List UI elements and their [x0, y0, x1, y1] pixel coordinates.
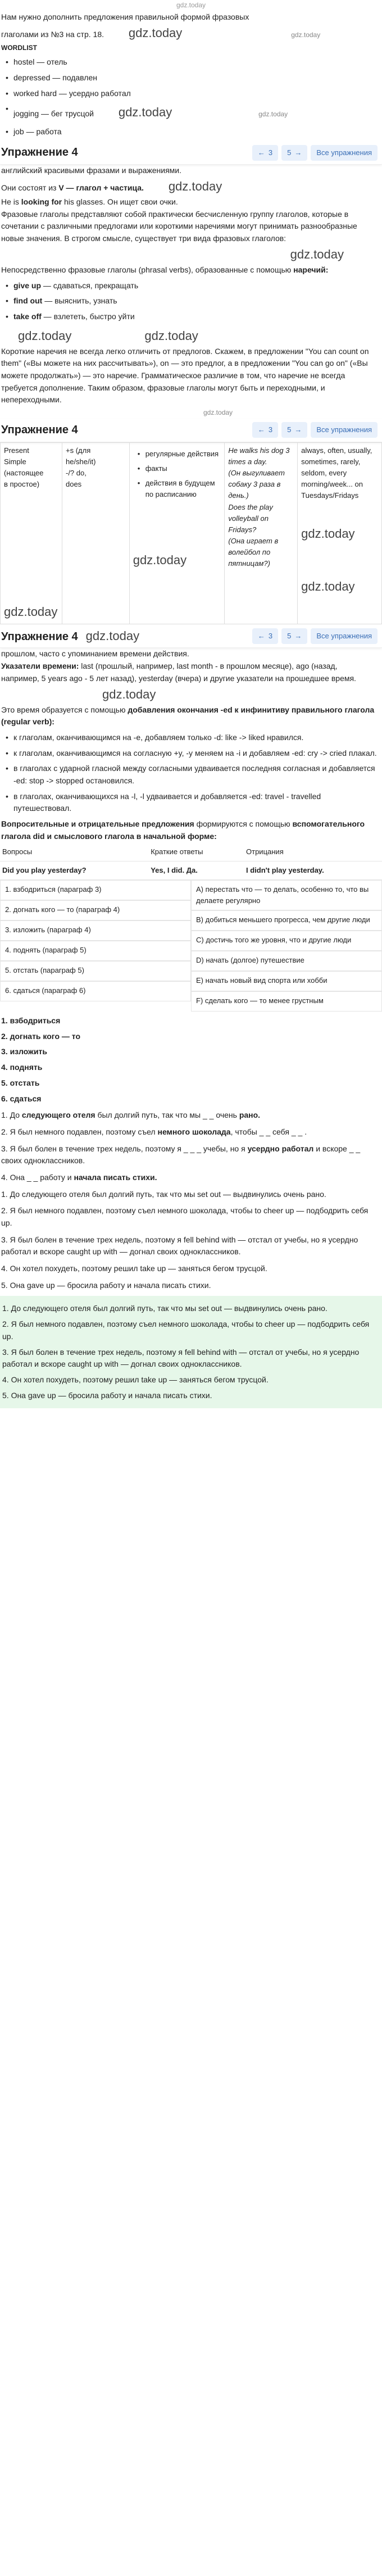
- table-cell: Yes, I did. Да.: [148, 861, 244, 879]
- arrow-left-icon: ←: [257, 148, 265, 157]
- wm-row: [1, 245, 378, 264]
- time-markers-label: Указатели времени:: [1, 661, 79, 671]
- theory-block-1: [0, 165, 382, 419]
- tense-name-line: (настоящее: [4, 469, 44, 478]
- word-item: • depressed — подавлен: [1, 72, 378, 84]
- exercise-title-text: Упражнение 4: [1, 630, 78, 643]
- table-header: Вопросы: [0, 843, 148, 861]
- theory-p3: [1, 196, 378, 208]
- exercise-header: [0, 141, 382, 165]
- formation-cell: [62, 442, 129, 624]
- usage-item: • факты: [133, 463, 221, 474]
- next-exercise-number: 5: [287, 148, 292, 157]
- wm-row: [1, 685, 378, 704]
- theory-lead: английский красивыми фразами и выражениями.: [1, 166, 182, 175]
- rule-item: • в глаголах с ударной гласной между согласными удваивается последняя согласная и добавляется -ed: stop -> stopped остановился.: [1, 763, 378, 787]
- full-answer: 2. Я был немного подавлен, поэтому съел немного шоколада, чтобы to cheer up — подбодрить себя up.: [1, 1206, 369, 1227]
- table-header: Отрицания: [244, 843, 382, 861]
- exercise-title: Упражнение 4: [1, 423, 78, 436]
- prev-exercise-number: 3: [268, 425, 273, 434]
- full-answer: 4. Он хотел похудеть, поэтому решил take up — заняться бегом трусцой.: [1, 1264, 267, 1273]
- prev-exercise-button[interactable]: [252, 628, 278, 644]
- all-exercises-button[interactable]: Все упражнения: [311, 145, 378, 161]
- table-cell: Did you play yesterday?: [0, 861, 148, 879]
- matching-right-item: E) начать новый вид спорта или хобби: [191, 971, 382, 991]
- all-exercises-button[interactable]: Все упражнения: [311, 628, 378, 644]
- watermark: gdz.today: [18, 328, 72, 343]
- wm-row: [1, 406, 378, 419]
- formation-a: Это время образуется с помощью: [1, 705, 126, 714]
- exercise-title: Упражнение 4: [1, 146, 78, 159]
- example-line: Does the play volleyball on Fridays?: [228, 502, 273, 534]
- word-item-text: jogging — бег трусцой: [13, 109, 94, 119]
- watermark-small: gdz.today: [203, 409, 233, 417]
- table-row: [0, 861, 382, 879]
- green-answer: 2. Я был немного подавлен, поэтому съел немного шоколада, чтобы to cheer up — подбодрить себя up.: [2, 1319, 370, 1341]
- matching-left-item: 2. догнать кого — то (параграф 4): [0, 900, 191, 920]
- formation-p: [1, 704, 378, 728]
- arrow-right-icon: →: [294, 148, 302, 157]
- phrasal-verb-item: [1, 280, 378, 292]
- watermark: gdz.today: [4, 605, 58, 619]
- rule-item: • в глаголах, оканчивающихся на -l, -l удваивается и добавляется -ed: travel - travelled путешествовал.: [1, 791, 378, 815]
- phrasal-verb: take off: [13, 311, 42, 321]
- answer-item: 1. взбодриться: [1, 1016, 61, 1026]
- s4b: начала писать стихи.: [74, 1172, 157, 1182]
- rule-item: • к глаголам, оканчивающимся на согласную +y, -y меняем на -i и добавляем -ed: cry -> cried плакал.: [1, 747, 378, 760]
- answer-item: 6. сдаться: [1, 1094, 42, 1103]
- formation-line: +s (для: [65, 446, 91, 455]
- matching-left-item: 1. взбодриться (параграф 3): [0, 880, 191, 900]
- phrasal-verb-translation: — выяснить, узнать: [42, 296, 117, 306]
- tense-name-line: Present: [4, 446, 29, 455]
- wm-row: [1, 326, 378, 346]
- matching-left-item: 6. сдаться (параграф 6): [0, 981, 191, 1001]
- s1d: рано.: [239, 1110, 261, 1120]
- answers-list: [0, 1015, 382, 1105]
- watermark: gdz.today: [144, 328, 198, 343]
- markers-text: always, often, usually, sometimes, rarely, seldom, every morning/week... on Tuesdays/Fridays: [301, 446, 372, 500]
- rule-item: • к глаголам, оканчивающимся на -e, добавляем только -d: like -> liked нравился.: [1, 732, 378, 744]
- s3b: усердно работал: [247, 1144, 314, 1153]
- s2b: немного шоколада: [157, 1127, 231, 1136]
- theory-block-2: [0, 648, 382, 842]
- tense-name-line: в простое): [4, 480, 40, 489]
- watermark: gdz.today: [85, 628, 140, 643]
- prev-exercise-number: 3: [268, 148, 273, 157]
- next-exercise-button[interactable]: [281, 628, 307, 644]
- spacer: [4, 490, 58, 602]
- theory-p5b: наречий:: [293, 265, 329, 274]
- theory-p3b: looking for: [21, 197, 62, 206]
- exercise-nav: [252, 145, 378, 161]
- next-exercise-button[interactable]: [281, 145, 307, 161]
- s1c: был долгий путь, так что мы _ _ очень: [97, 1110, 237, 1120]
- matching-table: [0, 880, 382, 1012]
- markers-cell: [298, 442, 382, 624]
- matching-right-item: D) начать (долгое) путешествие: [191, 951, 382, 971]
- all-exercises-button[interactable]: Все упражнения: [311, 422, 378, 438]
- exercise-header: [0, 419, 382, 442]
- exercise-header: [0, 624, 382, 648]
- formation-line: he/she/it): [65, 457, 96, 466]
- word-item: • job — работа: [1, 126, 378, 138]
- green-answer: 5. Она gave up — бросила работу и начала писать стихи.: [2, 1390, 212, 1400]
- questions-a: Вопросительные и отрицательные предложения: [1, 819, 194, 829]
- phrasal-verb-list: [1, 280, 378, 323]
- s2a: 2. Я был немного подавлен, поэтому съел: [1, 1127, 156, 1136]
- task-sentence: [1, 1172, 378, 1184]
- time-markers-text: last (прошлый, например, last month - в прошлом месяце), ago (назад, например, 5 years ago - 5 лет назад), yesterday (вчера) и другие указатели на прошедшее время.: [1, 661, 356, 683]
- matching-left-item: 4. поднять (параграф 5): [0, 941, 191, 961]
- formation-b: добавления окончания -ed к инфинитиву правильного глагола (regular verb):: [1, 705, 375, 727]
- phrasal-verb-translation: — взлететь, быстро уйти: [41, 311, 135, 321]
- watermark: gdz.today: [290, 247, 344, 261]
- green-answer: 4. Он хотел похудеть, поэтому решил take up — заняться бегом трусцой.: [2, 1375, 269, 1384]
- word-item: • hostel — отель: [1, 56, 378, 69]
- phrasal-verb-item: [1, 295, 378, 307]
- matching-left-column: [0, 880, 191, 1012]
- table-row: [1, 442, 382, 624]
- answer-item: 5. отстать: [1, 1078, 40, 1087]
- tense-table: [0, 442, 382, 625]
- tense-name-line: Simple: [4, 457, 26, 466]
- intro-line-2-text: глаголами из №3 на стр. 18.: [1, 29, 104, 39]
- intro-line-1: Нам нужно дополнить предложения правильной формой фразовых: [1, 12, 249, 21]
- green-answer: 1. До следующего отеля был долгий путь, так что мы set out — выдвинулись очень рано.: [2, 1304, 328, 1313]
- intro-line-2: [1, 24, 378, 43]
- task-sentence: [1, 1126, 378, 1139]
- site-top-title[interactable]: gdz.today: [176, 1, 206, 9]
- usage-item: • действия в будущем по расписанию: [133, 478, 221, 500]
- intro-block: [0, 11, 382, 138]
- green-answers: [0, 1296, 382, 1408]
- theory-p5a: Непосредственно фразовые глаголы (phrasal verbs), образованные с помощью: [1, 265, 292, 274]
- example-line: (Он выгуливает собаку 3 раза в день.): [228, 469, 285, 500]
- phrasal-verb-item: [1, 311, 378, 323]
- theory-p3c: his glasses. Он ищет свои очки.: [64, 197, 178, 206]
- arrow-left-icon: ←: [257, 631, 265, 640]
- phrasal-verb-translation: — сдаваться, прекращать: [41, 280, 139, 290]
- exercise-nav: [252, 628, 378, 644]
- questions-table: [0, 843, 382, 880]
- usage-cell: [129, 442, 225, 624]
- usage-list: [133, 448, 221, 501]
- task-sentence: [1, 1109, 378, 1122]
- matching-right-item: C) достичь того же уровня, что и другие люди: [191, 931, 382, 951]
- task-sentences: [0, 1109, 382, 1183]
- next-exercise-button[interactable]: [281, 422, 307, 438]
- matching-right-column: [191, 880, 382, 1012]
- tense-name-cell: [1, 442, 62, 624]
- watermark-small: gdz.today: [291, 30, 321, 39]
- word-item: [1, 103, 378, 122]
- past-lead: прошлом, часто с упоминанием времени действия.: [1, 649, 189, 659]
- arrow-right-icon: →: [294, 631, 302, 640]
- table-header-row: [0, 843, 382, 861]
- matching-left-item: 5. отстать (параграф 5): [0, 961, 191, 981]
- theory-p2a: Они состоят из: [1, 183, 57, 192]
- s2c: , чтобы _ _ себя _ _ .: [230, 1127, 307, 1136]
- theory-p4: Фразовые глаголы представляют собой практически бесчисленную группу глаголов, которые в сочетании с различными предлогами или короткими наречиями могут принимать разнообразные новые значения. В строгом смысле, существует три вида фразовых глаголов:: [1, 209, 357, 243]
- watermark: gdz.today: [102, 687, 156, 701]
- questions-c: вспомогательного глагола did и смыслового глагола в начальной форме:: [1, 819, 365, 841]
- matching-right-item: F) сделать кого — то менее грустным: [191, 991, 382, 1012]
- full-answer: 5. Она gave up — бросила работу и начала писать стихи.: [1, 1280, 211, 1290]
- prev-exercise-button[interactable]: [252, 145, 278, 161]
- full-answer: 3. Я был болен в течение трех недель, поэтому я fell behind with — отстал от учебы, но я усердно работал и вскоре caught up with — догнал своих одноклассников.: [1, 1235, 358, 1257]
- watermark-small: gdz.today: [258, 110, 288, 119]
- wordlist-label: WORDLIST: [1, 43, 37, 52]
- s3c: и вскоре _ _ своих одноклассников.: [1, 1144, 361, 1165]
- answer-item: 4. поднять: [1, 1063, 43, 1072]
- exercise-nav: [252, 422, 378, 438]
- full-answers: [0, 1189, 382, 1292]
- example-line: He walks his dog 3 times a day.: [228, 446, 290, 466]
- example-cell: [225, 442, 298, 624]
- answer-item: 2. догнать кого — то: [1, 1031, 81, 1041]
- watermark: gdz.today: [301, 579, 355, 593]
- word-item: • worked hard — усердно работал: [1, 88, 378, 100]
- example-line: (Она играет в волейбол по пятницам?): [228, 536, 279, 568]
- phrasal-verb: find out: [13, 296, 43, 306]
- watermark: gdz.today: [128, 25, 183, 40]
- watermark: gdz.today: [168, 179, 222, 193]
- prev-exercise-number: 3: [268, 631, 273, 640]
- wordlist: [1, 56, 378, 138]
- arrow-right-icon: →: [294, 425, 302, 434]
- theory-p2: [1, 177, 378, 196]
- phrasal-verb: give up: [13, 280, 42, 290]
- time-markers: [1, 660, 378, 684]
- formation-line: -/? do,: [65, 469, 87, 478]
- prev-exercise-button[interactable]: [252, 422, 278, 438]
- table-cell: I didn't play yesterday.: [244, 861, 382, 879]
- green-answer: 3. Я был болен в течение трех недель, поэтому я fell behind with — отстал от учебы, но я усердно работал и вскоре caught up with — догнал своих одноклассников.: [2, 1347, 360, 1369]
- theory-p3a: He is: [1, 197, 19, 206]
- matching-left-item: 3. изложить (параграф 4): [0, 920, 191, 941]
- watermark: gdz.today: [301, 526, 355, 541]
- matching-right-item: B) добиться меньшего прогресса, чем другие люди: [191, 910, 382, 931]
- answer-item: 3. изложить: [1, 1047, 48, 1056]
- questions-b: формируются с помощью: [196, 819, 290, 829]
- full-answer: 1. До следующего отеля был долгий путь, так что мы set out — выдвинулись очень рано.: [1, 1189, 326, 1199]
- s4a: 4. Она _ _ работу и: [1, 1172, 72, 1182]
- rules-list: [1, 732, 378, 815]
- task-sentence: [1, 1143, 378, 1167]
- theory-p6: Короткие наречия не всегда легко отличить от предлогов. Скажем, в предложении "You can count on them" («Вы можете на них рассчитывать»), on — это предлог, а в предложении "You can go on" («Вы можете продолжать») — это наречие. Грамматическое различие в том, что наречие не всегда требуется дополнение. Таким образом, фразовые глаголы могут быть и переходными, и непереходными.: [1, 346, 369, 405]
- next-exercise-number: 5: [287, 631, 292, 640]
- formation-line: does: [65, 480, 82, 489]
- watermark: gdz.today: [133, 553, 187, 568]
- exercise-title: [1, 627, 139, 646]
- table-header: Краткие ответы: [148, 843, 244, 861]
- usage-item: • регулярные действия: [133, 448, 221, 460]
- s3a: 3. Я был болен в течение трех недель, поэтому я _ _ _ учебы, но я: [1, 1144, 245, 1153]
- s1a: 1. До: [1, 1110, 20, 1120]
- next-exercise-number: 5: [287, 425, 292, 434]
- theory-p2b: V — глагол + частица.: [58, 183, 144, 192]
- arrow-left-icon: ←: [257, 425, 265, 434]
- theory-p5: [1, 264, 378, 276]
- watermark: gdz.today: [118, 105, 172, 120]
- questions-p: [1, 818, 378, 842]
- matching-right-item: A) перестать что — то делать, особенно то, что вы делаете регулярно: [191, 880, 382, 910]
- s1b: следующего отеля: [21, 1110, 96, 1120]
